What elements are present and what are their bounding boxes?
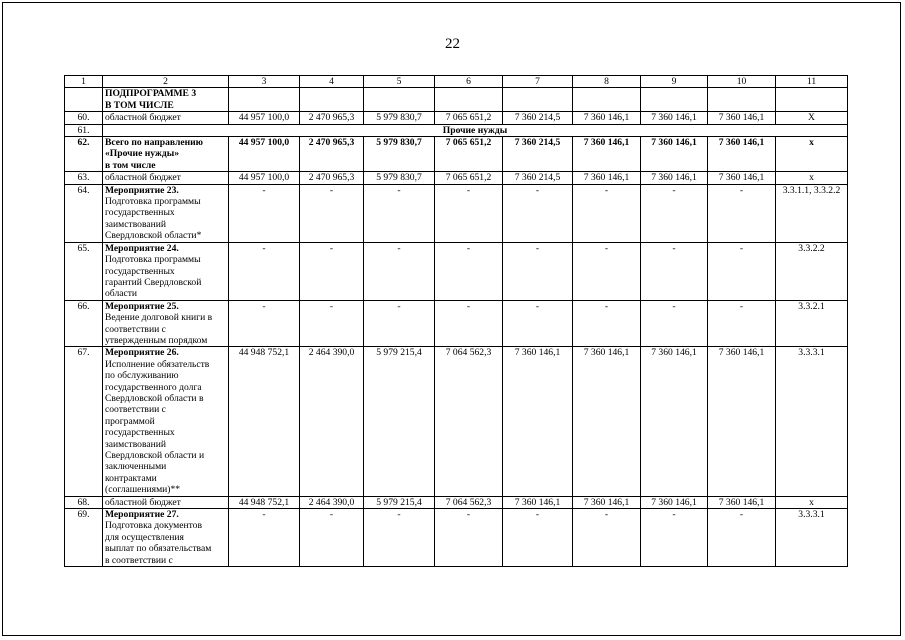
- row-index: 65.: [65, 242, 103, 300]
- budget-table: [64, 75, 848, 567]
- value-cell-col-8: -: [573, 300, 641, 347]
- row-description-line: государственных: [105, 207, 175, 219]
- row-description: [103, 242, 229, 300]
- value-cell-col-7: 7 360 146,1: [503, 496, 573, 508]
- value-cell-col-7: -: [503, 509, 573, 567]
- value-cell-col-5: 5 979 830,7: [364, 137, 435, 172]
- page-number: 22: [445, 36, 460, 52]
- value-cell-col-3: 44 957 100,0: [229, 112, 300, 124]
- row-title: областной бюджет: [105, 112, 181, 124]
- row-title: Мероприятие 26.: [105, 347, 179, 359]
- reference-cell: x: [776, 496, 848, 508]
- value-cell-col-8: 7 360 146,1: [573, 172, 641, 184]
- row-description-line: области: [105, 288, 138, 300]
- header-row: [65, 76, 848, 88]
- value-cell-col-7: [503, 88, 573, 112]
- value-cell-col-6: -: [435, 184, 503, 242]
- value-cell-col-9: 7 360 146,1: [641, 347, 708, 496]
- value-cell-col-9: 7 360 146,1: [641, 112, 708, 124]
- row-description-line: Свердловской области и: [105, 450, 205, 461]
- value-cell-col-9: -: [641, 300, 708, 347]
- header-cell-4: 4: [300, 76, 364, 88]
- header-cell-8: 8: [573, 76, 641, 88]
- value-cell-col-4: 2 470 965,3: [300, 172, 364, 184]
- row-index: 61.: [65, 124, 103, 136]
- value-cell-col-9: 7 360 146,1: [641, 496, 708, 508]
- value-cell-col-9: 7 360 146,1: [641, 137, 708, 172]
- row-description: [103, 300, 229, 347]
- row-description: [103, 172, 229, 184]
- row-description-line: соответствии с: [105, 404, 166, 416]
- value-cell-col-5: -: [364, 300, 435, 347]
- value-cell-col-5: 5 979 830,7: [364, 112, 435, 124]
- row-index: 60.: [65, 112, 103, 124]
- value-cell-col-3: 44 948 752,1: [229, 347, 300, 496]
- table-row: [65, 88, 848, 112]
- row-description-line: государственных: [105, 265, 175, 277]
- value-cell-col-7: 7 360 214,5: [503, 112, 573, 124]
- row-description-line: контрактами: [105, 472, 157, 484]
- value-cell-col-5: -: [364, 184, 435, 242]
- value-cell-col-4: -: [300, 300, 364, 347]
- value-cell-col-6: -: [435, 509, 503, 567]
- row-index: 66.: [65, 300, 103, 347]
- value-cell-col-6: -: [435, 300, 503, 347]
- reference-cell: 3.3.1.1, 3.3.2.2: [776, 184, 848, 242]
- value-cell-col-10: -: [708, 300, 776, 347]
- value-cell-col-10: -: [708, 509, 776, 567]
- value-cell-col-4: -: [300, 184, 364, 242]
- row-description-line: выплат по обязательствам: [105, 543, 212, 555]
- value-cell-col-4: 2 464 390,0: [300, 347, 364, 496]
- row-description-line: заимствований: [105, 218, 167, 230]
- row-description-line: В ТОМ ЧИСЛЕ: [105, 99, 174, 111]
- row-title: Мероприятие 24.: [105, 242, 179, 254]
- value-cell-col-3: [229, 88, 300, 112]
- value-cell-col-8: 7 360 146,1: [573, 496, 641, 508]
- row-description: [103, 112, 229, 124]
- value-cell-col-5: [364, 88, 435, 112]
- reference-cell: [776, 88, 848, 112]
- value-cell-col-8: [573, 88, 641, 112]
- value-cell-col-3: -: [229, 184, 300, 242]
- value-cell-col-9: -: [641, 242, 708, 300]
- value-cell-col-3: -: [229, 300, 300, 347]
- value-cell-col-9: [641, 88, 708, 112]
- row-description-line: Исполнение обязательств: [105, 358, 210, 370]
- value-cell-col-10: 7 360 146,1: [708, 112, 776, 124]
- table-row: [65, 509, 848, 567]
- row-description-line: утвержденным порядком: [105, 334, 208, 346]
- table-row: [65, 300, 848, 347]
- row-description-line: для осуществления: [105, 531, 184, 543]
- value-cell-col-8: 7 360 146,1: [573, 347, 641, 496]
- value-cell-col-4: -: [300, 509, 364, 567]
- value-cell-col-10: 7 360 146,1: [708, 496, 776, 508]
- value-cell-col-4: -: [300, 242, 364, 300]
- row-description-line: Свердловской области*: [105, 230, 202, 242]
- table-row: [65, 172, 848, 184]
- table-row: [65, 347, 848, 496]
- reference-cell: 3.3.3.1: [776, 509, 848, 567]
- row-description-line: гарантий Свердловской: [105, 276, 202, 288]
- row-description: [103, 88, 229, 112]
- row-description-line: Свердловской области в: [105, 392, 204, 404]
- value-cell-col-8: 7 360 146,1: [573, 137, 641, 172]
- value-cell-col-3: -: [229, 509, 300, 567]
- row-title: Мероприятие 23.: [105, 184, 179, 196]
- value-cell-col-8: -: [573, 509, 641, 567]
- row-description: [103, 347, 229, 496]
- value-cell-col-7: -: [503, 300, 573, 347]
- value-cell-col-3: 44 948 752,1: [229, 496, 300, 508]
- row-title: ПОДПРОГРАММЕ 3: [105, 88, 197, 100]
- row-description-line: соответствии с: [105, 323, 166, 335]
- row-description-line: по обслуживанию: [105, 370, 179, 382]
- header-cell-6: 6: [435, 76, 503, 88]
- value-cell-col-6: -: [435, 242, 503, 300]
- value-cell-col-7: 7 360 146,1: [503, 347, 573, 496]
- header-cell-7: 7: [503, 76, 573, 88]
- header-cell-9: 9: [641, 76, 708, 88]
- reference-cell: 3.3.2.1: [776, 300, 848, 347]
- value-cell-col-10: -: [708, 184, 776, 242]
- value-cell-col-6: 7 065 651,2: [435, 137, 503, 172]
- row-description: [103, 184, 229, 242]
- value-cell-col-7: 7 360 214,5: [503, 172, 573, 184]
- table-row: [65, 496, 848, 508]
- value-cell-col-7: -: [503, 184, 573, 242]
- value-cell-col-10: 7 360 146,1: [708, 347, 776, 496]
- row-description-line: «Прочие нужды»: [105, 148, 180, 160]
- value-cell-col-3: -: [229, 242, 300, 300]
- row-title: областной бюджет: [105, 172, 181, 184]
- value-cell-col-4: [300, 88, 364, 112]
- value-cell-col-9: -: [641, 509, 708, 567]
- row-index: 63.: [65, 172, 103, 184]
- row-index: 69.: [65, 509, 103, 567]
- value-cell-col-5: 5 979 215,4: [364, 496, 435, 508]
- value-cell-col-7: 7 360 214,5: [503, 137, 573, 172]
- value-cell-col-6: 7 064 562,3: [435, 347, 503, 496]
- value-cell-col-3: 44 957 100,0: [229, 137, 300, 172]
- value-cell-col-4: 2 470 965,3: [300, 112, 364, 124]
- reference-cell: 3.3.2.2: [776, 242, 848, 300]
- row-index: 67.: [65, 347, 103, 496]
- reference-cell: X: [776, 112, 848, 124]
- row-title: Мероприятие 25.: [105, 300, 179, 312]
- table-row: [65, 112, 848, 124]
- row-description-line: в соответствии с: [105, 554, 173, 566]
- row-description-line: Ведение долговой книги в: [105, 312, 213, 324]
- row-description-line: Подготовка программы: [105, 254, 201, 266]
- table-row: [65, 242, 848, 300]
- table-row: [65, 184, 848, 242]
- row-description: [103, 496, 229, 508]
- row-index: [65, 88, 103, 112]
- row-description-line: Подготовка программы: [105, 196, 201, 208]
- row-description-line: (соглашениями)**: [105, 484, 181, 496]
- row-index: 64.: [65, 184, 103, 242]
- value-cell-col-9: 7 360 146,1: [641, 172, 708, 184]
- row-title: Мероприятие 27.: [105, 509, 179, 521]
- header-cell-2: 2: [103, 76, 229, 88]
- value-cell-col-5: -: [364, 509, 435, 567]
- value-cell-col-10: 7 360 146,1: [708, 137, 776, 172]
- header-cell-3: 3: [229, 76, 300, 88]
- row-description: [103, 509, 229, 567]
- value-cell-col-5: 5 979 215,4: [364, 347, 435, 496]
- row-description-line: в том числе: [105, 159, 156, 171]
- header-cell-10: 10: [708, 76, 776, 88]
- header-cell-11: 11: [776, 76, 848, 88]
- value-cell-col-7: -: [503, 242, 573, 300]
- value-cell-col-5: -: [364, 242, 435, 300]
- value-cell-col-4: 2 470 965,3: [300, 137, 364, 172]
- value-cell-col-10: 7 360 146,1: [708, 172, 776, 184]
- value-cell-col-8: -: [573, 184, 641, 242]
- header-cell-1: 1: [65, 76, 103, 88]
- row-title: областной бюджет: [105, 496, 181, 508]
- value-cell-col-6: 7 064 562,3: [435, 496, 503, 508]
- value-cell-col-8: 7 360 146,1: [573, 112, 641, 124]
- section-title: Прочие нужды: [103, 124, 848, 136]
- reference-cell: 3.3.3.1: [776, 347, 848, 496]
- value-cell-col-4: 2 464 390,0: [300, 496, 364, 508]
- value-cell-col-3: 44 957 100,0: [229, 172, 300, 184]
- value-cell-col-6: 7 065 651,2: [435, 172, 503, 184]
- header-cell-5: 5: [364, 76, 435, 88]
- value-cell-col-10: -: [708, 242, 776, 300]
- value-cell-col-6: 7 065 651,2: [435, 112, 503, 124]
- row-description-line: государственного долга: [105, 381, 202, 393]
- row-description: [103, 137, 229, 172]
- row-title: Всего по направлению: [105, 137, 204, 149]
- row-description-line: заимствований: [105, 438, 167, 450]
- reference-cell: x: [776, 137, 848, 172]
- row-description-line: заключенными: [105, 461, 167, 473]
- value-cell-col-10: [708, 88, 776, 112]
- value-cell-col-8: -: [573, 242, 641, 300]
- value-cell-col-5: 5 979 830,7: [364, 172, 435, 184]
- row-description-line: программой: [105, 415, 155, 427]
- value-cell-col-9: -: [641, 184, 708, 242]
- row-description-line: государственных: [105, 427, 175, 439]
- row-index: 62.: [65, 137, 103, 172]
- table-row: [65, 124, 848, 136]
- table-row: [65, 137, 848, 172]
- row-index: 68.: [65, 496, 103, 508]
- value-cell-col-6: [435, 88, 503, 112]
- row-description-line: Подготовка документов: [105, 520, 202, 532]
- reference-cell: x: [776, 172, 848, 184]
